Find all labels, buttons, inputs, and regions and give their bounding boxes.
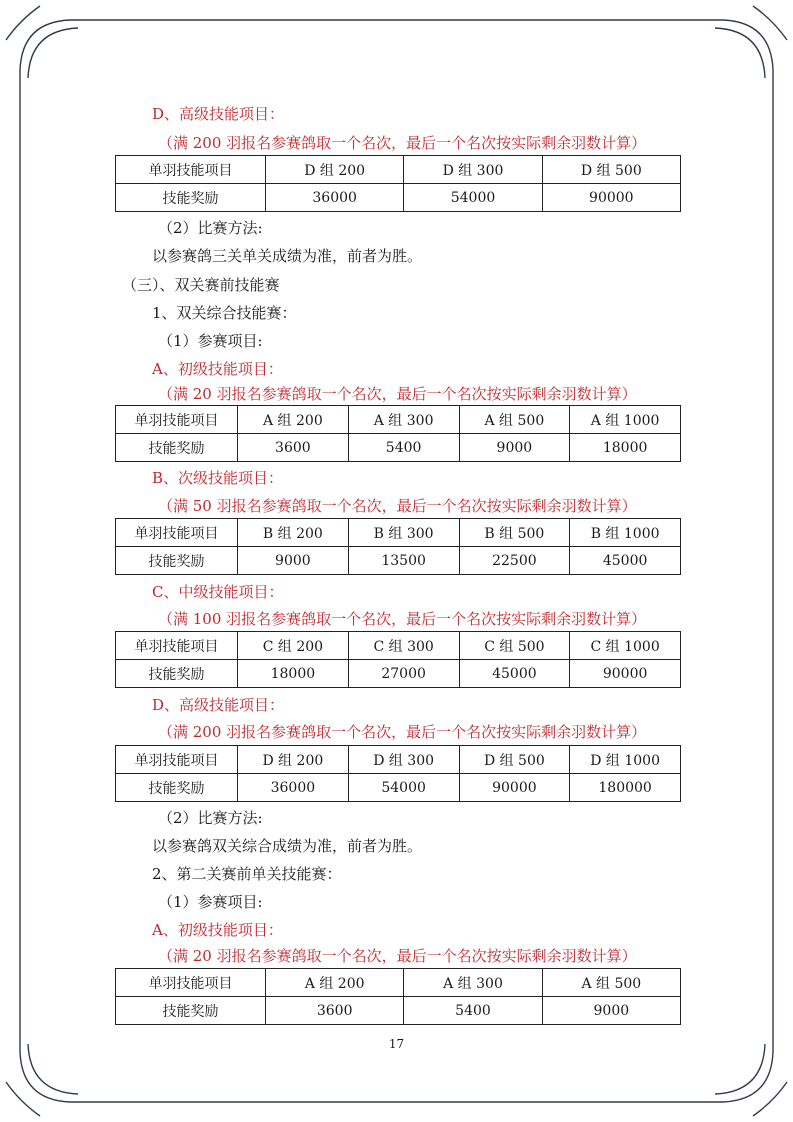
table-cell: D 组 300 [348, 746, 459, 774]
table-cell: 45000 [570, 547, 681, 575]
table-cell: 18000 [570, 434, 681, 462]
table-cell: D 组 200 [238, 746, 349, 774]
rule-note-200-b: （满 200 羽报名参赛鸽取一个名次，最后一个名次按实际剩余羽数计算） [158, 723, 647, 741]
table-cell: A 组 300 [348, 406, 459, 434]
table-cell: A 组 200 [266, 969, 404, 997]
table-row [116, 997, 681, 1025]
table-row [116, 969, 681, 997]
table-row [116, 547, 681, 575]
table-cell: A 组 1000 [570, 406, 681, 434]
table-cell: 9000 [542, 997, 680, 1025]
table-cell: 单羽技能项目 [116, 519, 238, 547]
table-cell: 单羽技能项目 [116, 406, 238, 434]
method-text: 以参赛鸽三关单关成绩为准，前者为胜。 [152, 247, 423, 265]
heading-secondary-skill: B、次级技能项目： [152, 469, 284, 487]
table-cell: 技能奖励 [116, 547, 238, 575]
table-cell: 3600 [266, 997, 404, 1025]
table-cell: A 组 200 [238, 406, 349, 434]
items-label: （1）参赛项目: [158, 332, 263, 350]
table-cell: 单羽技能项目 [116, 156, 266, 184]
table-cell: 3600 [238, 434, 349, 462]
prize-table-a-single [115, 968, 681, 1025]
heading-intermediate-skill: C、中级技能项目： [152, 583, 284, 601]
prize-table-a [115, 405, 681, 462]
section-heading: （三）、双关赛前技能赛 [122, 276, 280, 294]
table-row [116, 519, 681, 547]
table-row [116, 184, 681, 212]
table-cell: 36000 [266, 184, 404, 212]
table-cell: 技能奖励 [116, 997, 266, 1025]
table-cell: 单羽技能项目 [116, 969, 266, 997]
table-cell: B 组 500 [459, 519, 570, 547]
table-row [116, 660, 681, 688]
table-cell: A 组 500 [459, 406, 570, 434]
method-text-2: 以参赛鸽双关综合成绩为准，前者为胜。 [152, 837, 423, 855]
table-row [116, 774, 681, 802]
table-cell: 36000 [238, 774, 349, 802]
table-cell: 90000 [570, 660, 681, 688]
table-row [116, 406, 681, 434]
table-cell: 180000 [570, 774, 681, 802]
table-cell: 18000 [238, 660, 349, 688]
heading-beginner-skill-2: A、初级技能项目： [152, 921, 283, 939]
table-cell: B 组 1000 [570, 519, 681, 547]
table-cell: C 组 500 [459, 632, 570, 660]
prize-table-d [115, 745, 681, 802]
table-row [116, 434, 681, 462]
prize-table-d-single [115, 155, 681, 212]
table-cell: 技能奖励 [116, 774, 238, 802]
table-cell: 9000 [459, 434, 570, 462]
method-label-2: （2）比赛方法: [158, 809, 263, 827]
table-cell: 27000 [348, 660, 459, 688]
table-cell: B 组 200 [238, 519, 349, 547]
table-cell: 5400 [404, 997, 542, 1025]
heading-beginner-skill: A、初级技能项目： [152, 360, 283, 378]
table-cell: C 组 1000 [570, 632, 681, 660]
table-cell: D 组 500 [542, 156, 680, 184]
table-cell: D 组 200 [266, 156, 404, 184]
table-cell: A 组 300 [404, 969, 542, 997]
table-cell: 22500 [459, 547, 570, 575]
rule-note-20: （满 20 羽报名参赛鸽取一个名次，最后一个名次按实际剩余羽数计算） [158, 385, 637, 403]
table-cell: D 组 1000 [570, 746, 681, 774]
table-cell: 90000 [542, 184, 680, 212]
table-cell: 90000 [459, 774, 570, 802]
table-cell: 单羽技能项目 [116, 746, 238, 774]
table-cell: D 组 500 [459, 746, 570, 774]
table-cell: 技能奖励 [116, 434, 238, 462]
table-cell: 45000 [459, 660, 570, 688]
table-cell: 13500 [348, 547, 459, 575]
table-cell: 单羽技能项目 [116, 632, 238, 660]
subsection-heading-2: 2、第二关赛前单关技能赛： [152, 865, 342, 883]
table-row [116, 746, 681, 774]
table-cell: 技能奖励 [116, 660, 238, 688]
table-cell: A 组 500 [542, 969, 680, 997]
rule-note-100: （满 100 羽报名参赛鸽取一个名次，最后一个名次按实际剩余羽数计算） [158, 610, 647, 628]
table-cell: 54000 [404, 184, 542, 212]
prize-table-c [115, 631, 681, 688]
table-row [116, 632, 681, 660]
subsection-heading: 1、双关综合技能赛： [152, 304, 297, 322]
table-cell: D 组 300 [404, 156, 542, 184]
table-cell: C 组 300 [348, 632, 459, 660]
table-row [116, 156, 681, 184]
page-number: 17 [388, 1037, 405, 1051]
rule-note-50: （满 50 羽报名参赛鸽取一个名次，最后一个名次按实际剩余羽数计算） [158, 497, 637, 515]
table-cell: 技能奖励 [116, 184, 266, 212]
method-label: （2）比赛方法: [158, 219, 263, 237]
table-cell: 9000 [238, 547, 349, 575]
heading-advanced-skill-2: D、高级技能项目： [152, 696, 285, 714]
rule-note-20-b: （满 20 羽报名参赛鸽取一个名次，最后一个名次按实际剩余羽数计算） [158, 947, 637, 965]
heading-advanced-skill-1: D、高级技能项目： [152, 105, 285, 123]
table-cell: 5400 [348, 434, 459, 462]
table-cell: B 组 300 [348, 519, 459, 547]
table-cell: C 组 200 [238, 632, 349, 660]
rule-note-200: （满 200 羽报名参赛鸽取一个名次，最后一个名次按实际剩余羽数计算） [158, 134, 647, 152]
prize-table-b [115, 518, 681, 575]
table-cell: 54000 [348, 774, 459, 802]
items-label-2: （1）参赛项目: [158, 893, 263, 911]
